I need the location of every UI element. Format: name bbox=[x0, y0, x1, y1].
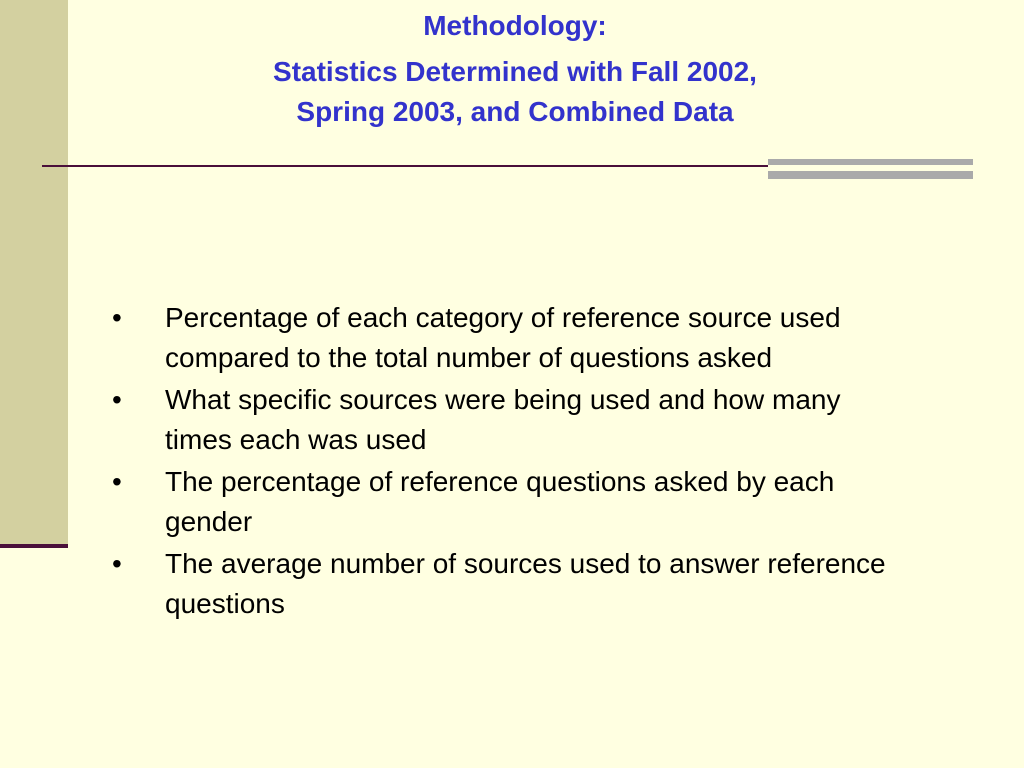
bullet-text: The average number of sources used to answer reference questions bbox=[165, 548, 886, 619]
bullet-item bbox=[112, 298, 912, 378]
divider-accent-bottom bbox=[768, 171, 973, 179]
slide-title: Methodology: bbox=[423, 10, 607, 41]
slide-subtitle-line2: Spring 2003, and Combined Data bbox=[296, 96, 734, 127]
bullet-text: What specific sources were being used and how many times each was used bbox=[165, 384, 841, 455]
slide-subtitle bbox=[120, 52, 910, 132]
divider-accent-top bbox=[768, 159, 973, 165]
bullet-item bbox=[112, 544, 912, 624]
title-divider bbox=[42, 165, 768, 167]
bullet-item bbox=[112, 380, 912, 460]
bullet-dot-icon: • bbox=[112, 302, 122, 333]
bullet-dot-icon: • bbox=[112, 466, 122, 497]
bullet-dot-icon: • bbox=[112, 384, 122, 415]
left-side-bar bbox=[0, 0, 68, 546]
bullet-item bbox=[112, 462, 912, 542]
bullet-list bbox=[112, 298, 912, 626]
bullet-text: The percentage of reference questions asked by each gender bbox=[165, 466, 835, 537]
bullet-text: Percentage of each category of reference source used compared to the total number of questions asked bbox=[165, 302, 841, 373]
bullet-dot-icon: • bbox=[112, 548, 122, 579]
slide-subtitle-line1: Statistics Determined with Fall 2002, bbox=[273, 56, 757, 87]
title-block bbox=[120, 6, 910, 132]
left-bar-accent-line bbox=[0, 544, 68, 548]
